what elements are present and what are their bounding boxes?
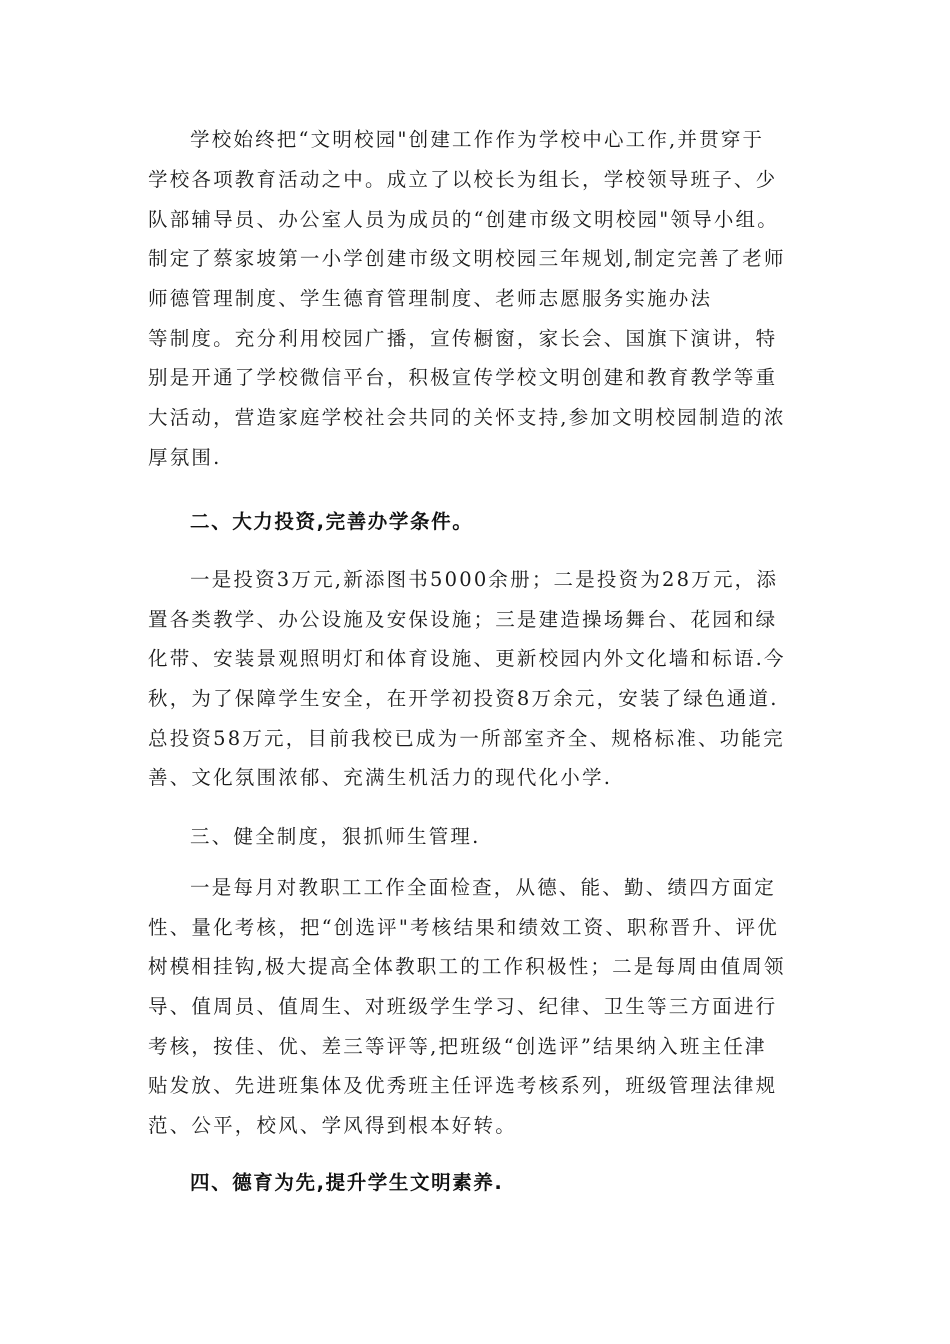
- paragraph-2-line-6: 善、文化氛围浓郁、充满生机活力的现代化小学.: [148, 766, 613, 789]
- paragraph-1-line-7: 别是开通了学校微信平台，积极宣传学校文明创建和教育教学等重: [148, 366, 778, 389]
- paragraph-3-line-7: 范、公平，校风、学风得到根本好转。: [148, 1114, 517, 1137]
- paragraph-1-line-2: 学校各项教育活动之中。成立了以校长为组长，学校领导班子、少: [148, 168, 778, 191]
- paragraph-1-line-3: 队部辅导员、办公室人员为成员的“创建市级文明校园"领导小组。: [148, 208, 779, 231]
- paragraph-2-line-4: 秋，为了保障学生安全，在开学初投资8万余元，安装了绿色通道.: [148, 687, 779, 710]
- paragraph-1-line-1: 学校始终把“文明校园"创建工作作为学校中心工作,并贯穿于: [190, 128, 765, 151]
- paragraph-3-line-6: 贴发放、先进班集体及优秀班主任评选考核系列，班级管理法律规: [148, 1074, 778, 1097]
- paragraph-1-line-8: 大活动，营造家庭学校社会共同的关怀支持,参加文明校园制造的浓: [148, 406, 786, 429]
- paragraph-3-line-1: 一是每月对教职工工作全面检查，从德、能、勤、绩四方面定: [190, 876, 776, 899]
- paragraph-2-line-2: 置各类教学、办公设施及安保设施；三是建造操场舞台、花园和绿: [148, 608, 778, 631]
- paragraph-3-line-5: 考核，按佳、优、差三等评等,把班级“创选评”结果纳入班主任津: [148, 1035, 767, 1058]
- paragraph-1-line-5: 师德管理制度、学生德育管理制度、老师志愿服务实施办法: [148, 287, 713, 310]
- paragraph-3-line-3: 树模相挂钩,极大提高全体教职工的工作积极性；二是每周由值周领: [148, 955, 786, 978]
- paragraph-2-line-5: 总投资58万元，目前我校已成为一所部室齐全、规格标准、功能完: [148, 727, 785, 750]
- paragraph-3-line-4: 导、值周员、值周生、对班级学生学习、纪律、卫生等三方面进行: [148, 995, 778, 1018]
- paragraph-1-line-9: 厚氛围.: [148, 446, 222, 469]
- paragraph-2-line-1: 一是投资3万元,新添图书5000余册；二是投资为28万元，添: [190, 568, 779, 591]
- section-heading-3: 三、健全制度，狠抓师生管理.: [190, 825, 481, 848]
- paragraph-1-line-6: 等制度。充分利用校园广播，宣传橱窗，家长会、国旗下演讲，特: [148, 327, 778, 350]
- section-heading-4: 四、德育为先,提升学生文明素养.: [190, 1171, 504, 1194]
- paragraph-1-line-4: 制定了蔡家坡第一小学创建市级文明校园三年规划,制定完善了老师: [148, 247, 786, 270]
- section-heading-2: 二、大力投资,完善办学条件。: [190, 510, 474, 533]
- paragraph-2-line-3: 化带、安装景观照明灯和体育设施、更新校园内外文化墙和标语.今: [148, 647, 786, 670]
- paragraph-3-line-2: 性、量化考核，把“创选评"考核结果和绩效工资、职称晋升、评优: [148, 916, 779, 939]
